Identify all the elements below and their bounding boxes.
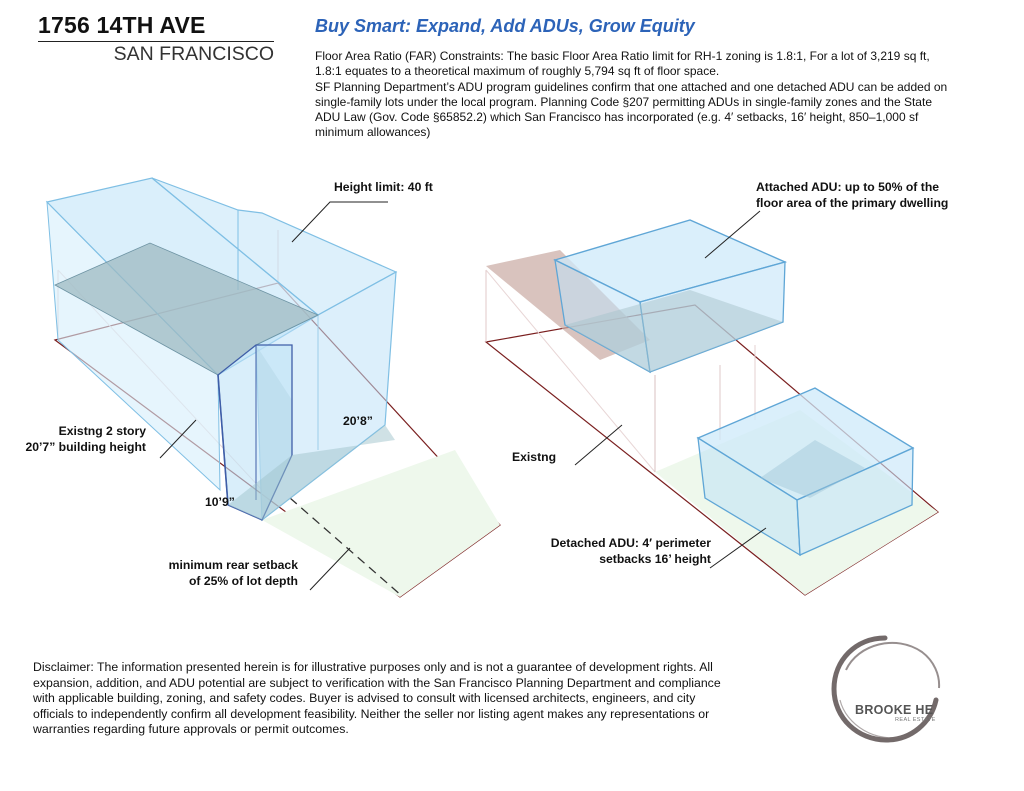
detached-adu-label [520,536,711,567]
intro-line: 1.8:1 equates to a theoretical maximum of roughly 5,794 sq ft of floor space. [315,64,720,79]
setback-label-line-2: of 25% of lot depth [188,573,298,588]
property-address: 1756 14TH AVE [38,12,206,38]
height-limit-label: Height limit: 40 ft [334,180,433,194]
intro-line: SF Planning Department’s ADU program guidelines confirm that one attached and one detached ADU can be added on [315,79,948,94]
disclaimer-line: expansion, addition, and ADU potential are subject to verification with the San Francisco Planning Department and compliance [33,675,721,690]
property-city: SAN FRANCISCO [113,43,274,65]
disclaimer-line: Disclaimer: The information presented herein is for illustrative purposes only and is not a guarantee of development rights. All [33,660,713,674]
rear-setback-label [150,558,298,589]
disclaimer-line: officials to independently confirm all development feasibility. Neither the seller nor listing agent makes any representations or [33,706,710,721]
attached-adu-label [756,180,948,211]
headline: Buy Smart: Expand, Add ADUs, Grow Equity [315,16,695,36]
detached-label-line-1: Detached ADU: 4′ perimeter [550,536,711,550]
existing-building-label-right: Existng [512,450,557,464]
existing-label-line-1: Existng 2 story [58,424,146,438]
intro-line: single-family lots under the local program. Planning Code §207 permitting ADUs in single-family zones and the State [315,94,932,109]
intro-line: Floor Area Ratio (FAR) Constraints: The basic Floor Area Ratio limit for RH-1 zoning is 1.8:1, For a lot of 3,219 sq ft, [315,49,930,63]
width-dimension-label: 20’8” [343,414,373,428]
brand-logo-ring [826,630,944,748]
depth-dimension-label: 10’9” [205,495,235,509]
detached-label-line-2: setbacks 16’ height [599,551,711,566]
disclaimer-line: with applicable building, zoning, and safety codes. Buyer is advised to consult with licensed architects, engineers, and city [33,691,696,705]
disclaimer-text [33,660,773,738]
left-massing-diagram [47,178,500,597]
existing-building-label-left [10,424,146,455]
intro-line: ADU Law (Gov. Code §65852.2) which San Francisco has incorporated (e.g. 4′ setbacks, 16′ height, 850–1,000 sf [315,110,919,125]
brand-tagline: REAL ESTATE [895,717,936,723]
setback-label-line-1: minimum rear setback [168,558,298,572]
intro-line: minimum allowances) [315,125,431,140]
attached-label-line-2: floor area of the primary dwelling [756,195,949,210]
disclaimer-line: warranties regarding future approvals or permit outcomes. [33,722,349,736]
brand-name: BROOKE HE [855,703,934,717]
attached-label-line-1: Attached ADU: up to 50% of the [756,180,940,194]
existing-label-line-2: 20’7” building height [25,439,146,454]
